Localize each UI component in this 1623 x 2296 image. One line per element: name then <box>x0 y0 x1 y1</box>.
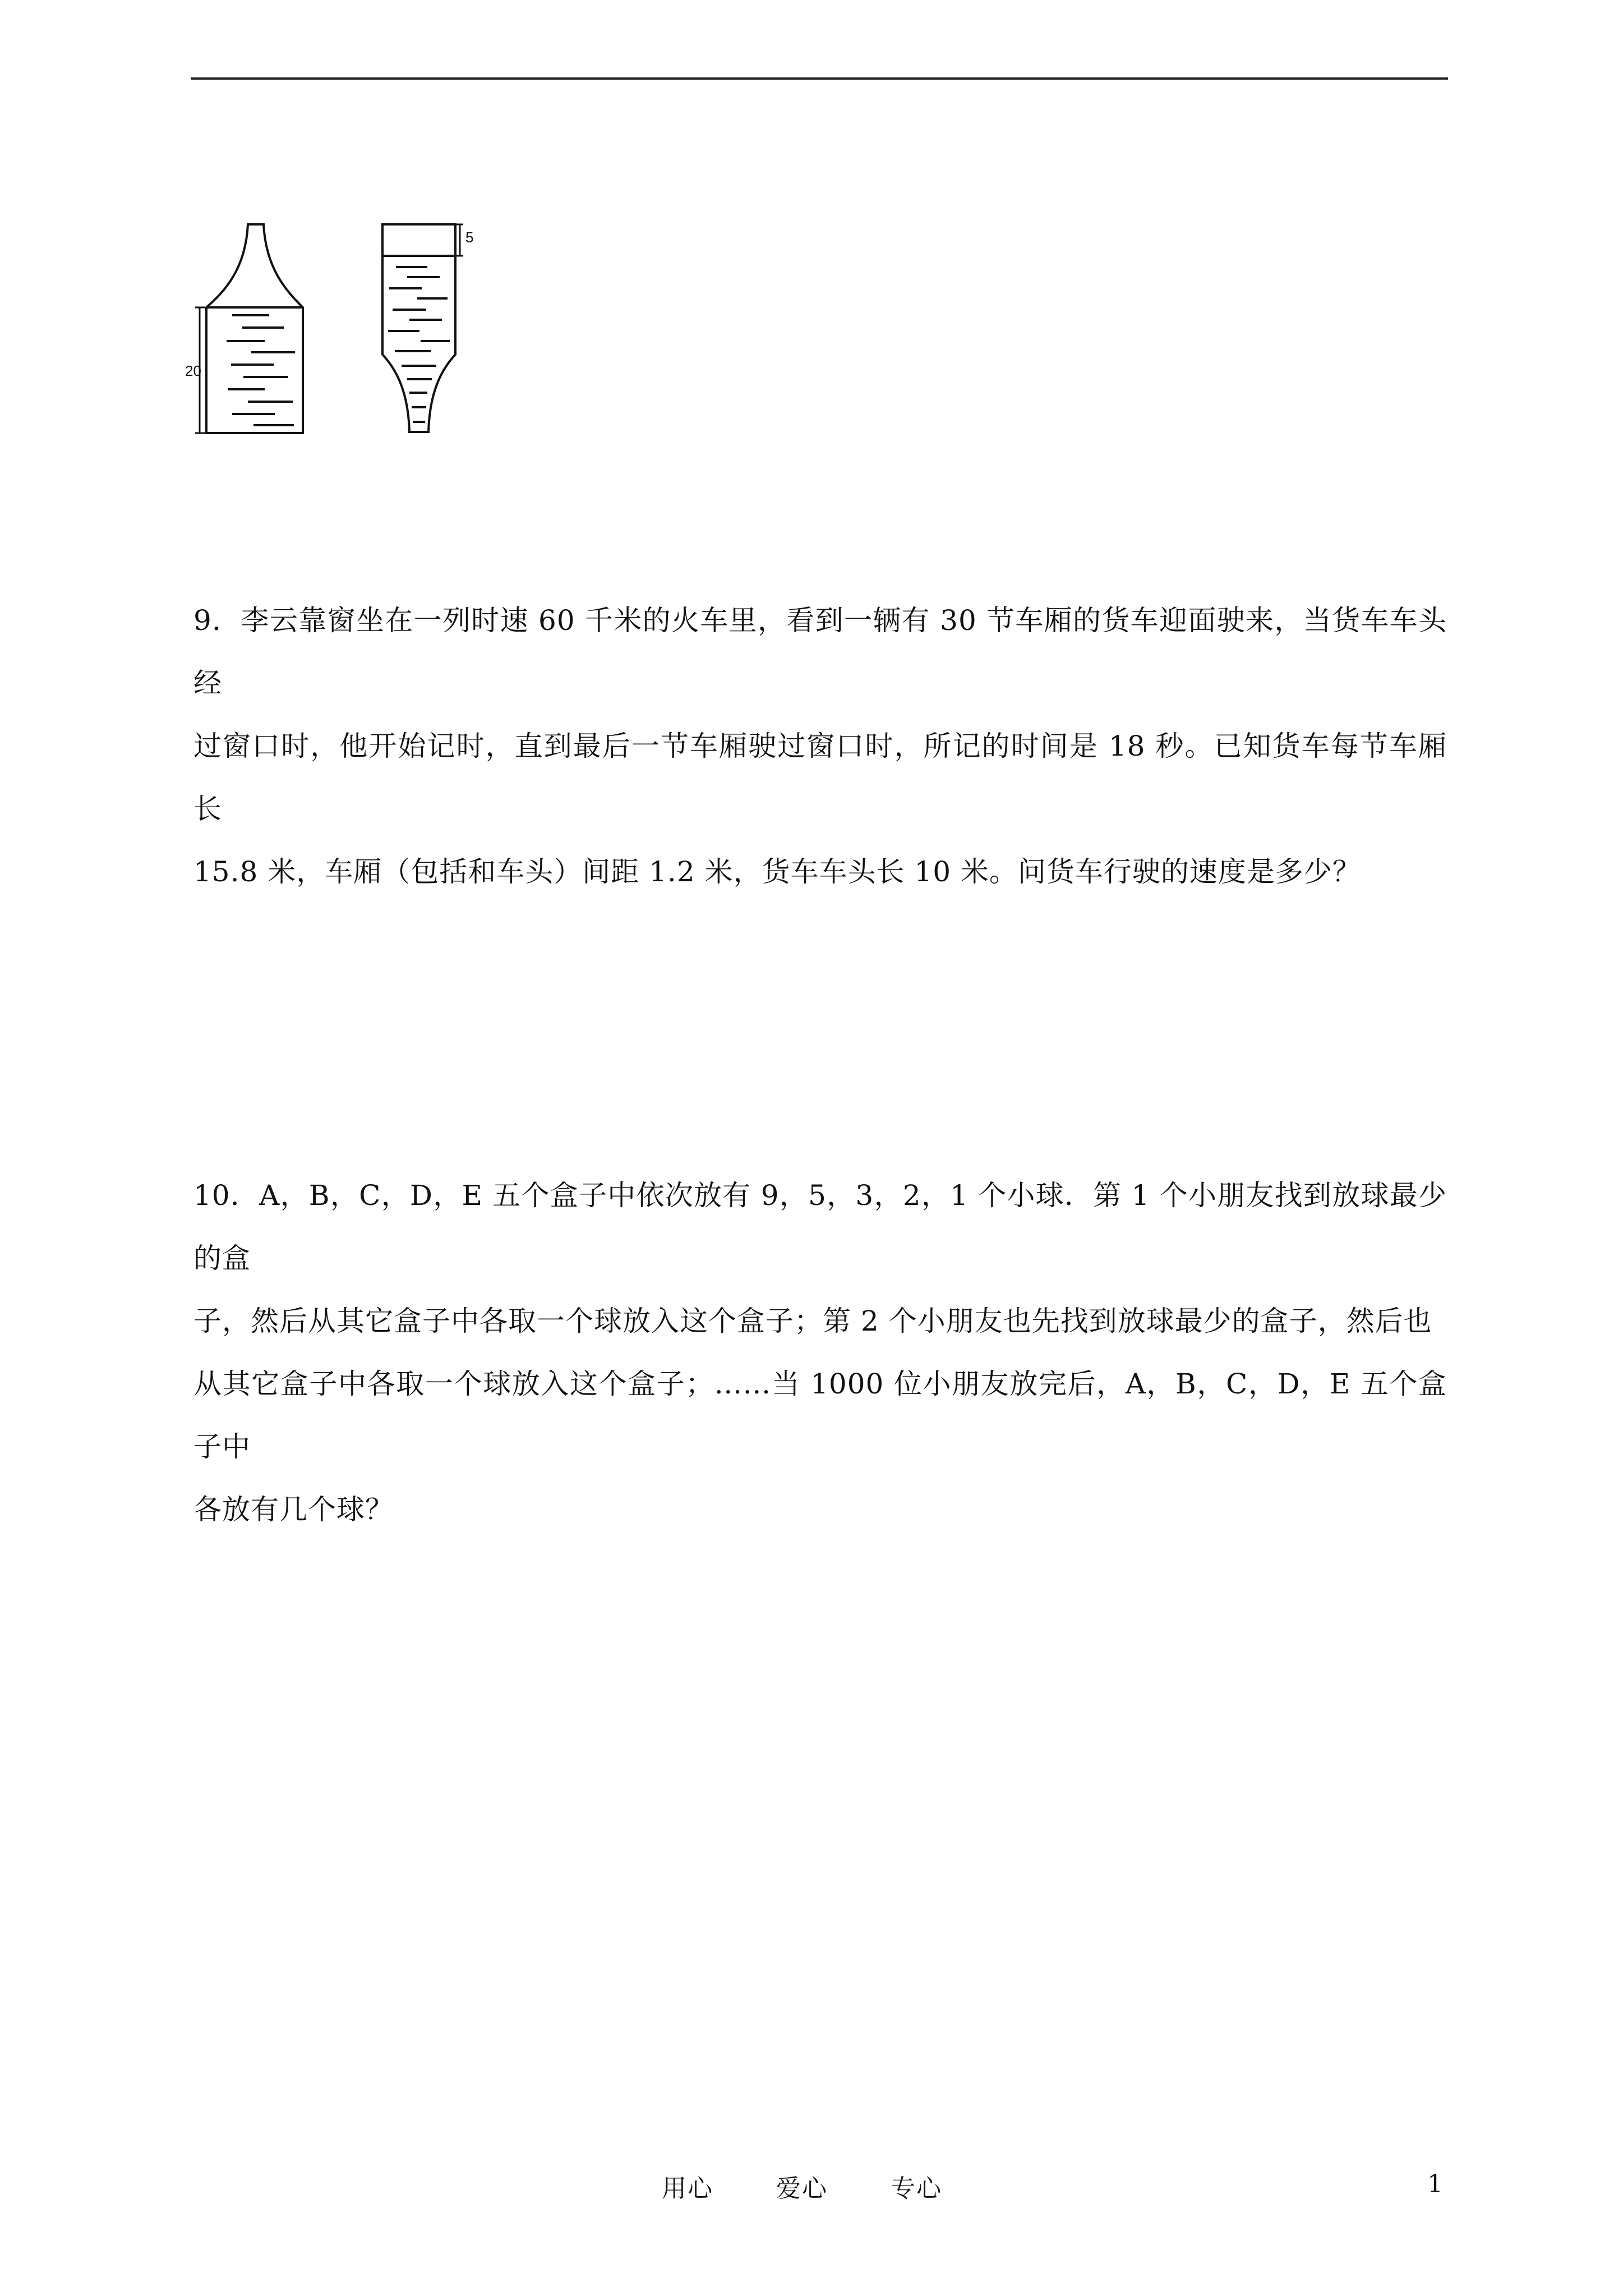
left-bottle-label: 20 <box>185 362 201 379</box>
question-9-line: 过窗口时，他开始记时，直到最后一节车厢驶过窗口时，所记的时间是 18 秒。已知货车每节车厢长 <box>193 730 1447 825</box>
left-water-lines <box>227 315 295 425</box>
right-dimension <box>457 224 463 256</box>
page-number: 1 <box>1427 2170 1443 2198</box>
right-water-lines <box>382 256 455 422</box>
question-9 <box>193 589 1447 903</box>
bottle-diagram <box>185 208 499 443</box>
question-10-line: 10．A，B，C，D，E 五个盒子中依次放有 9，5，3，2，1 个小球．第 1 个小朋友找到放球最少的盒 <box>193 1179 1447 1274</box>
question-9-line: 15.8 米，车厢（包括和车头）间距 1.2 米，货车车头长 10 米。问货车行驶的速度是多少？ <box>193 855 1361 888</box>
motto-item: 用心 <box>662 2174 713 2203</box>
question-10-line: 从其它盒子中各取一个球放入这个盒子；……当 1000 位小朋友放完后，A，B，C，D，E 五个盒子中 <box>193 1368 1447 1463</box>
motto-item: 爱心 <box>776 2174 828 2203</box>
footer-motto <box>662 2168 996 2204</box>
bottle-figure <box>185 208 499 443</box>
header-rule <box>191 77 1448 80</box>
question-10 <box>193 1164 1447 1541</box>
right-bottle-label: 5 <box>465 229 474 246</box>
question-9-line: 9．李云靠窗坐在一列时速 60 千米的火车里，看到一辆有 30 节车厢的货车迎面驶来，当货车车头经 <box>193 604 1447 700</box>
question-10-line: 子，然后从其它盒子中各取一个球放入这个盒子；第 2 个小朋友也先找到放球最少的盒子，然后也 <box>193 1305 1432 1337</box>
question-10-line: 各放有几个球？ <box>193 1493 394 1526</box>
motto-item: 专心 <box>891 2174 942 2203</box>
